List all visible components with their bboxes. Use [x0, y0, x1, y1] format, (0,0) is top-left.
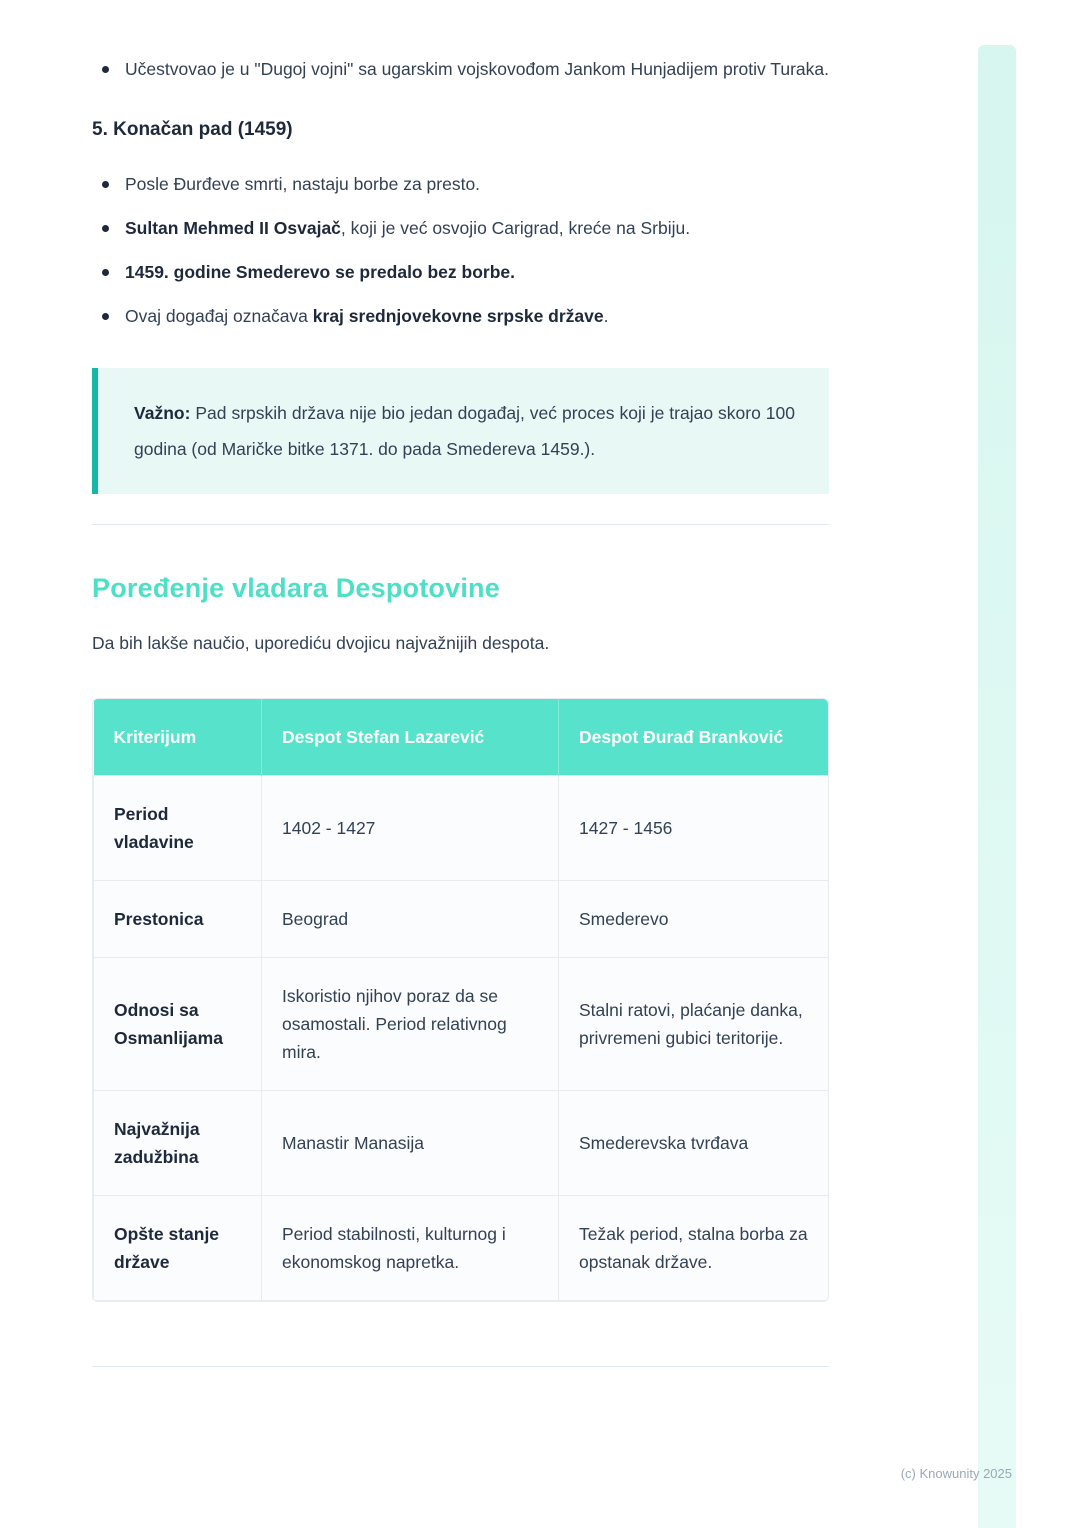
table-cell: 1402 - 1427 — [262, 776, 559, 881]
copyright-notice: (c) Knowunity 2025 — [900, 1466, 1012, 1481]
list-item — [92, 171, 829, 198]
important-callout — [92, 368, 829, 494]
table-row — [94, 958, 829, 1091]
callout-text: Važno: Pad srpskih država nije bio jedan događaj, već proces koji je trajao skoro 100 godina (od Maričke bitke 1371. do pada Smedereva 1459.). — [134, 403, 795, 459]
table-cell: Beograd — [262, 881, 559, 958]
table-cell: Smederevo — [559, 881, 829, 958]
bullet-dot — [102, 181, 109, 188]
table-row — [94, 776, 829, 881]
bullet-dot — [102, 313, 109, 320]
column-header: Kriterijum — [94, 699, 262, 776]
bullet-dot — [102, 269, 109, 276]
table-cell: Iskoristio njihov poraz da se osamostali. Period relativnog mira. — [262, 958, 559, 1091]
side-accent-stripe — [978, 45, 1016, 1528]
comparison-intro: Da bih lakše naučio, uporediću dvojicu najvažnijih despota. — [92, 633, 550, 653]
list-item — [92, 215, 829, 242]
list-item-text: Posle Đurđeve smrti, nastaju borbe za presto. — [125, 174, 481, 194]
column-header: Despot Stefan Lazarević — [262, 699, 559, 776]
bullet-dot — [102, 225, 109, 232]
table-row — [94, 1196, 829, 1301]
divider — [92, 524, 829, 525]
final-fall-bullet-list — [92, 171, 829, 330]
list-item — [92, 259, 829, 286]
criterion-cell: Period vladavine — [94, 776, 262, 881]
criterion-cell: Odnosi sa Osmanlijama — [94, 958, 262, 1091]
list-item-text: Učestvovao je u "Dugoj vojni" sa ugarskim vojskovođom Jankom Hunjadijem protiv Turaka. — [125, 59, 829, 79]
criterion-cell: Prestonica — [94, 881, 262, 958]
document-content — [92, 0, 829, 1367]
table-cell: 1427 - 1456 — [559, 776, 829, 881]
table-row — [94, 1091, 829, 1196]
criterion-cell: Opšte stanje države — [94, 1196, 262, 1301]
table-cell: Smederevska tvrđava — [559, 1091, 829, 1196]
table-cell: Manastir Manasija — [262, 1091, 559, 1196]
lead-bullet-list — [92, 56, 829, 83]
divider — [92, 1366, 829, 1367]
table-cell: Period stabilnosti, kulturnog i ekonomskog napretka. — [262, 1196, 559, 1301]
list-item-text: Sultan Mehmed II Osvajač, koji je već osvojio Carigrad, kreće na Srbiju. — [125, 218, 691, 238]
criterion-cell: Najvažnija zadužbina — [94, 1091, 262, 1196]
list-item-text: 1459. godine Smederevo se predalo bez borbe. — [125, 262, 515, 282]
section-heading: 5. Konačan pad (1459) — [92, 119, 293, 140]
table-cell: Stalni ratovi, plaćanje danka, privremeni gubici teritorije. — [559, 958, 829, 1091]
comparison-table — [92, 698, 829, 1302]
table-cell: Težak period, stalna borba za opstanak države. — [559, 1196, 829, 1301]
table-header-row — [94, 699, 829, 776]
list-item — [92, 303, 829, 330]
column-header: Despot Đurađ Branković — [559, 699, 829, 776]
bullet-dot — [102, 66, 109, 73]
list-item — [92, 56, 829, 83]
list-item-text: Ovaj događaj označava kraj srednjovekovne srpske države. — [125, 306, 609, 326]
table-row — [94, 881, 829, 958]
comparison-heading: Poređenje vladara Despotovine — [92, 573, 500, 603]
